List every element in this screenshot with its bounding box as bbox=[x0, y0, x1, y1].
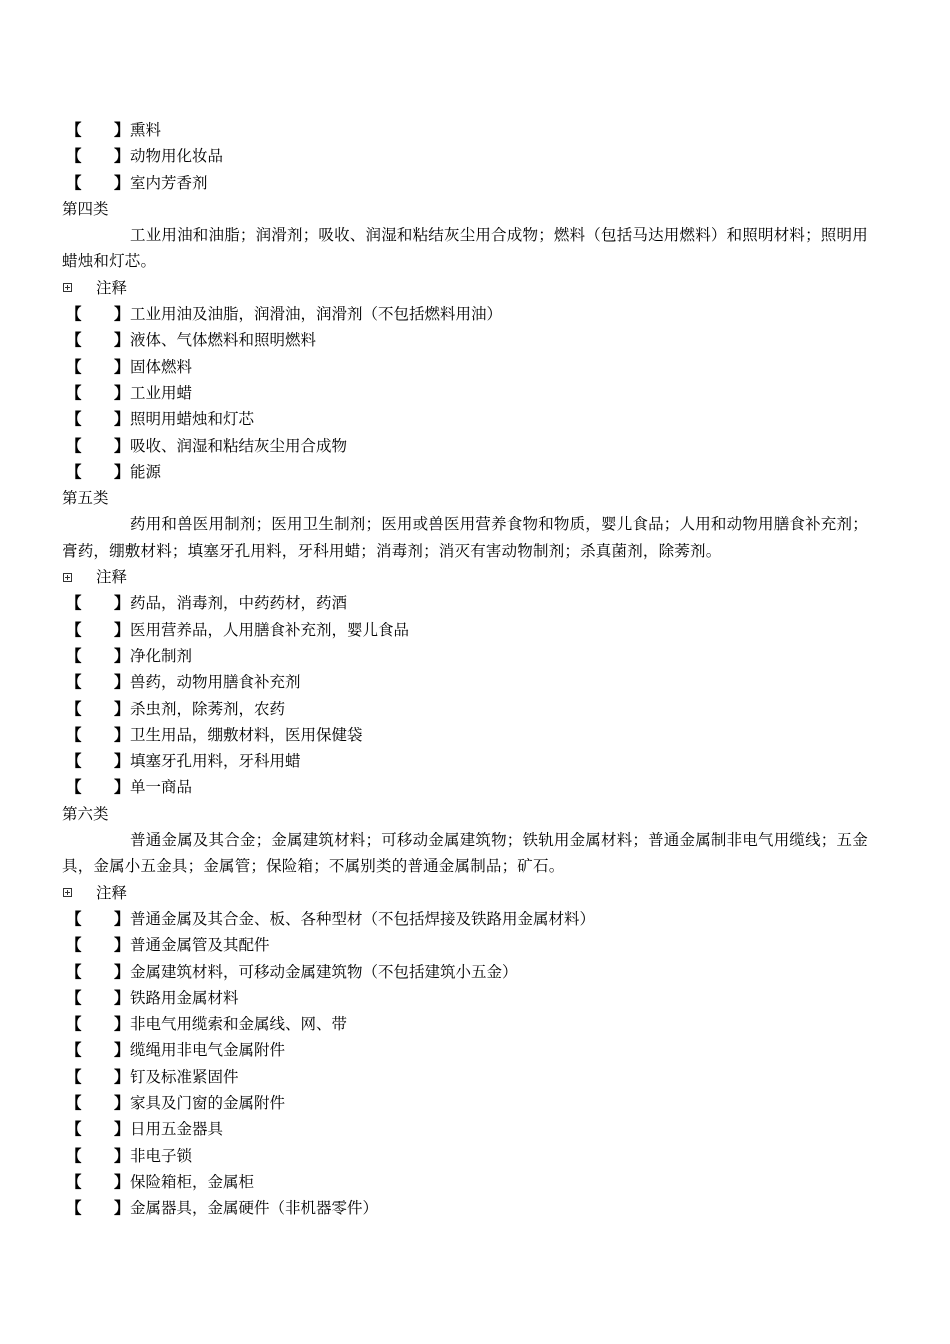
item-text: 熏料 bbox=[130, 121, 162, 139]
bracket-open: 【 bbox=[66, 777, 82, 797]
class-title: 第五类 bbox=[62, 489, 109, 508]
item-text: 填塞牙孔用料，牙科用蜡 bbox=[130, 752, 301, 771]
bracket-close: 】 bbox=[114, 330, 130, 350]
bracket-open: 【 bbox=[66, 1066, 82, 1086]
list-item bbox=[62, 354, 882, 380]
bracket-close: 】 bbox=[114, 356, 130, 376]
item-text: 单一商品 bbox=[130, 778, 193, 797]
item-text: 室内芳香剂 bbox=[130, 173, 208, 192]
bracket-close: 】 bbox=[114, 1145, 130, 1165]
item-text: 卫生用品，绷敷材料，医用保健袋 bbox=[130, 725, 363, 744]
expand-icon[interactable] bbox=[63, 283, 72, 292]
item-text: 吸收、润湿和粘结灰尘用合成物 bbox=[130, 436, 348, 455]
bracket-close: 】 bbox=[114, 1040, 130, 1060]
bracket-close: 】 bbox=[114, 120, 130, 139]
bracket-open: 【 bbox=[66, 1040, 82, 1060]
list-item bbox=[62, 669, 882, 695]
bracket-open: 【 bbox=[66, 645, 82, 665]
item-text: 动物用化妆品 bbox=[130, 147, 224, 166]
item-text: 净化制剂 bbox=[130, 646, 193, 665]
bracket-open: 【 bbox=[66, 146, 82, 166]
bracket-open: 【 bbox=[66, 1198, 82, 1218]
bracket-close: 】 bbox=[114, 1092, 130, 1112]
list-item bbox=[62, 617, 882, 643]
bracket-close: 】 bbox=[114, 645, 130, 665]
note-label: 注释 bbox=[96, 883, 128, 902]
class-title: 第六类 bbox=[62, 804, 109, 823]
note-label: 注释 bbox=[96, 568, 128, 587]
list-item bbox=[62, 1064, 882, 1090]
list-item bbox=[62, 380, 882, 406]
item-text: 固体燃料 bbox=[130, 357, 193, 376]
list-item bbox=[62, 1011, 882, 1037]
class-description: 药用和兽医用制剂；医用卫生制剂；医用或兽医用营养食物和物质，婴儿食品；人用和动物用膳食补充剂；膏药，绷敷材料；填塞牙孔用料，牙科用蜡；消毒剂；消灭有害动物制剂；杀真菌剂，除莠剂。 bbox=[62, 515, 868, 560]
item-text: 兽药，动物用膳食补充剂 bbox=[130, 673, 301, 692]
list-item bbox=[62, 696, 882, 722]
list-item bbox=[62, 1090, 882, 1116]
list-item bbox=[62, 117, 882, 143]
bracket-open: 【 bbox=[66, 172, 82, 192]
bracket-close: 】 bbox=[114, 1014, 130, 1034]
bracket-close: 】 bbox=[114, 593, 130, 613]
list-item bbox=[62, 1169, 882, 1195]
item-text: 杀虫剂，除莠剂，农药 bbox=[130, 699, 286, 718]
list-item bbox=[62, 1116, 882, 1142]
bracket-open: 【 bbox=[66, 1171, 82, 1191]
item-text: 家具及门窗的金属附件 bbox=[130, 1093, 286, 1112]
item-text: 普通金属管及其配件 bbox=[130, 936, 270, 955]
item-text: 金属器具，金属硬件（非机器零件） bbox=[130, 1199, 379, 1218]
bracket-open: 【 bbox=[66, 304, 82, 324]
bracket-open: 【 bbox=[66, 935, 82, 955]
list-item bbox=[62, 327, 882, 353]
list-item bbox=[62, 1195, 882, 1221]
item-text: 液体、气体燃料和照明燃料 bbox=[130, 331, 317, 350]
note-label: 注释 bbox=[96, 278, 128, 297]
list-item bbox=[62, 906, 882, 932]
bracket-open: 【 bbox=[66, 120, 82, 139]
list-item bbox=[62, 459, 882, 485]
bracket-close: 】 bbox=[114, 698, 130, 718]
bracket-close: 】 bbox=[114, 1066, 130, 1086]
bracket-open: 【 bbox=[66, 987, 82, 1007]
bracket-close: 】 bbox=[114, 619, 130, 639]
bracket-open: 【 bbox=[66, 409, 82, 429]
bracket-close: 】 bbox=[114, 146, 130, 166]
bracket-close: 】 bbox=[114, 304, 130, 324]
bracket-close: 】 bbox=[114, 751, 130, 771]
item-text: 照明用蜡烛和灯芯 bbox=[130, 410, 255, 429]
expand-icon[interactable] bbox=[63, 888, 72, 897]
bracket-open: 【 bbox=[66, 382, 82, 402]
list-item bbox=[62, 590, 882, 616]
bracket-close: 】 bbox=[114, 435, 130, 455]
list-item bbox=[62, 748, 882, 774]
bracket-open: 【 bbox=[66, 461, 82, 481]
bracket-open: 【 bbox=[66, 1014, 82, 1034]
bracket-open: 【 bbox=[66, 435, 82, 455]
bracket-close: 】 bbox=[114, 908, 130, 928]
bracket-open: 【 bbox=[66, 961, 82, 981]
bracket-open: 【 bbox=[66, 751, 82, 771]
list-item bbox=[62, 433, 882, 459]
item-text: 保险箱柜，金属柜 bbox=[130, 1172, 255, 1191]
bracket-close: 】 bbox=[114, 172, 130, 192]
item-text: 铁路用金属材料 bbox=[130, 988, 239, 1007]
bracket-close: 】 bbox=[114, 1198, 130, 1218]
bracket-open: 【 bbox=[66, 356, 82, 376]
list-item bbox=[62, 301, 882, 327]
bracket-open: 【 bbox=[66, 1092, 82, 1112]
bracket-open: 【 bbox=[66, 1145, 82, 1165]
item-text: 非电子锁 bbox=[130, 1146, 193, 1165]
bracket-open: 【 bbox=[66, 1119, 82, 1139]
item-text: 日用五金器具 bbox=[130, 1120, 224, 1139]
bracket-close: 】 bbox=[114, 987, 130, 1007]
bracket-open: 【 bbox=[66, 908, 82, 928]
item-text: 工业用蜡 bbox=[130, 383, 193, 402]
note-toggle[interactable] bbox=[62, 275, 882, 301]
bracket-open: 【 bbox=[66, 698, 82, 718]
item-text: 金属建筑材料，可移动金属建筑物（不包括建筑小五金） bbox=[130, 962, 518, 981]
bracket-close: 】 bbox=[114, 672, 130, 692]
expand-icon[interactable] bbox=[63, 573, 72, 582]
item-text: 能源 bbox=[130, 462, 162, 481]
bracket-close: 】 bbox=[114, 961, 130, 981]
list-item bbox=[62, 406, 882, 432]
item-text: 工业用油及油脂，润滑油，润滑剂（不包括燃料用油） bbox=[130, 305, 503, 324]
list-item bbox=[62, 1143, 882, 1169]
bracket-close: 】 bbox=[114, 461, 130, 481]
item-text: 药品，消毒剂，中药药材，药酒 bbox=[130, 594, 348, 613]
bracket-open: 【 bbox=[66, 672, 82, 692]
item-text: 普通金属及其合金、板、各种型材（不包括焊接及铁路用金属材料） bbox=[130, 909, 596, 928]
item-text: 医用营养品，人用膳食补充剂，婴儿食品 bbox=[130, 620, 410, 639]
class-title: 第四类 bbox=[62, 199, 109, 218]
list-item bbox=[62, 774, 882, 800]
bracket-open: 【 bbox=[66, 330, 82, 350]
bracket-open: 【 bbox=[66, 593, 82, 613]
list-item bbox=[62, 932, 882, 958]
item-text: 缆绳用非电气金属附件 bbox=[130, 1041, 286, 1060]
list-item bbox=[62, 959, 882, 985]
note-toggle[interactable] bbox=[62, 880, 882, 906]
bracket-open: 【 bbox=[66, 619, 82, 639]
note-toggle[interactable] bbox=[62, 564, 882, 590]
bracket-close: 】 bbox=[114, 724, 130, 744]
list-item bbox=[62, 985, 882, 1011]
bracket-close: 】 bbox=[114, 409, 130, 429]
bracket-close: 】 bbox=[114, 382, 130, 402]
list-item bbox=[62, 170, 882, 196]
class-description: 工业用油和油脂；润滑剂；吸收、润湿和粘结灰尘用合成物；燃料（包括马达用燃料）和照明材料；照明用蜡烛和灯芯。 bbox=[62, 226, 868, 271]
bracket-close: 】 bbox=[114, 1171, 130, 1191]
item-text: 钉及标准紧固件 bbox=[130, 1067, 239, 1086]
bracket-close: 】 bbox=[114, 1119, 130, 1139]
bracket-close: 】 bbox=[114, 777, 130, 797]
list-item bbox=[62, 722, 882, 748]
class-description: 普通金属及其合金；金属建筑材料；可移动金属建筑物；铁轨用金属材料；普通金属制非电气用缆线；五金具，金属小五金具；金属管；保险箱；不属别类的普通金属制品；矿石。 bbox=[62, 831, 868, 876]
list-item bbox=[62, 143, 882, 169]
document-page bbox=[62, 117, 882, 1221]
item-text: 非电气用缆索和金属线、网、带 bbox=[130, 1015, 348, 1034]
bracket-open: 【 bbox=[66, 724, 82, 744]
bracket-close: 】 bbox=[114, 935, 130, 955]
list-item bbox=[62, 1037, 882, 1063]
list-item bbox=[62, 643, 882, 669]
